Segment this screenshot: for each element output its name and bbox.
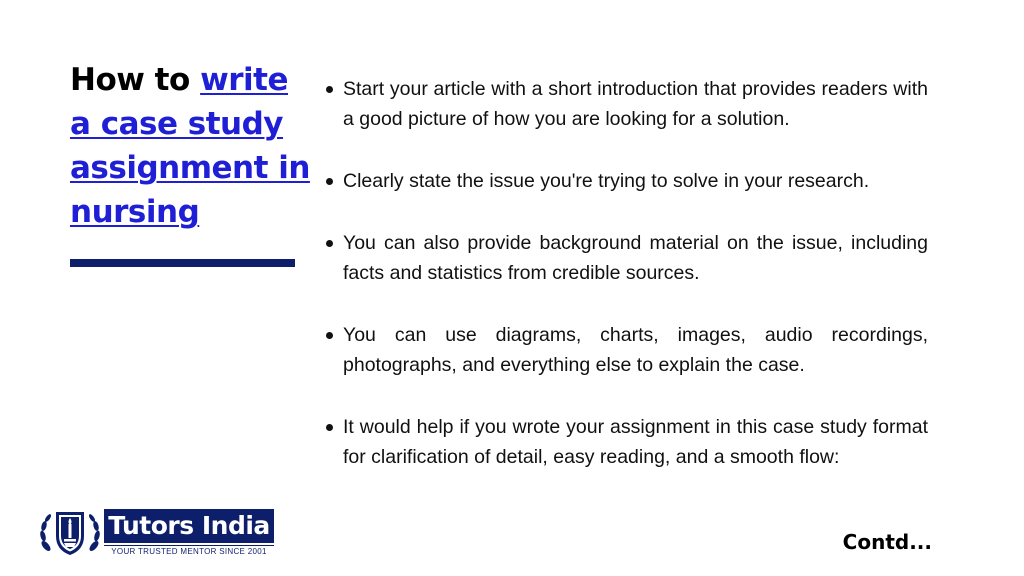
brand-name: Tutors India (104, 509, 274, 543)
tutors-india-logo (38, 506, 278, 558)
bullet-dot-icon (326, 424, 333, 431)
bullet-text: You can also provide background material on the issue, including facts and statistics from credible sources. (343, 232, 928, 284)
list-item (326, 412, 928, 472)
brand-tagline: YOUR TRUSTED MENTOR SINCE 2001 (104, 545, 274, 556)
laurel-emblem-icon (38, 506, 102, 558)
bullet-dot-icon (326, 332, 333, 339)
title-link[interactable]: write a case study assignment in nursing (70, 62, 310, 230)
bullet-text: Clearly state the issue you're trying to solve in your research. (343, 170, 870, 192)
list-item (326, 228, 928, 288)
title-prefix: How to (70, 62, 201, 98)
bullet-dot-icon (326, 240, 333, 247)
bullet-text: It would help if you wrote your assignment in this case study format for clarification of detail, easy reading, and a smooth flow: (343, 416, 928, 468)
list-item (326, 320, 928, 380)
list-item (326, 74, 928, 134)
contd-label: Contd... (842, 530, 932, 554)
bullet-dot-icon (326, 178, 333, 185)
bullet-list (326, 74, 928, 504)
bullet-dot-icon (326, 86, 333, 93)
page-title (70, 58, 310, 234)
title-divider (70, 259, 295, 267)
bullet-text: You can use diagrams, charts, images, audio recordings, photographs, and everything else to explain the case. (343, 324, 928, 376)
bullet-text: Start your article with a short introduction that provides readers with a good picture of how you are looking for a solution. (343, 78, 928, 130)
list-item (326, 166, 928, 196)
